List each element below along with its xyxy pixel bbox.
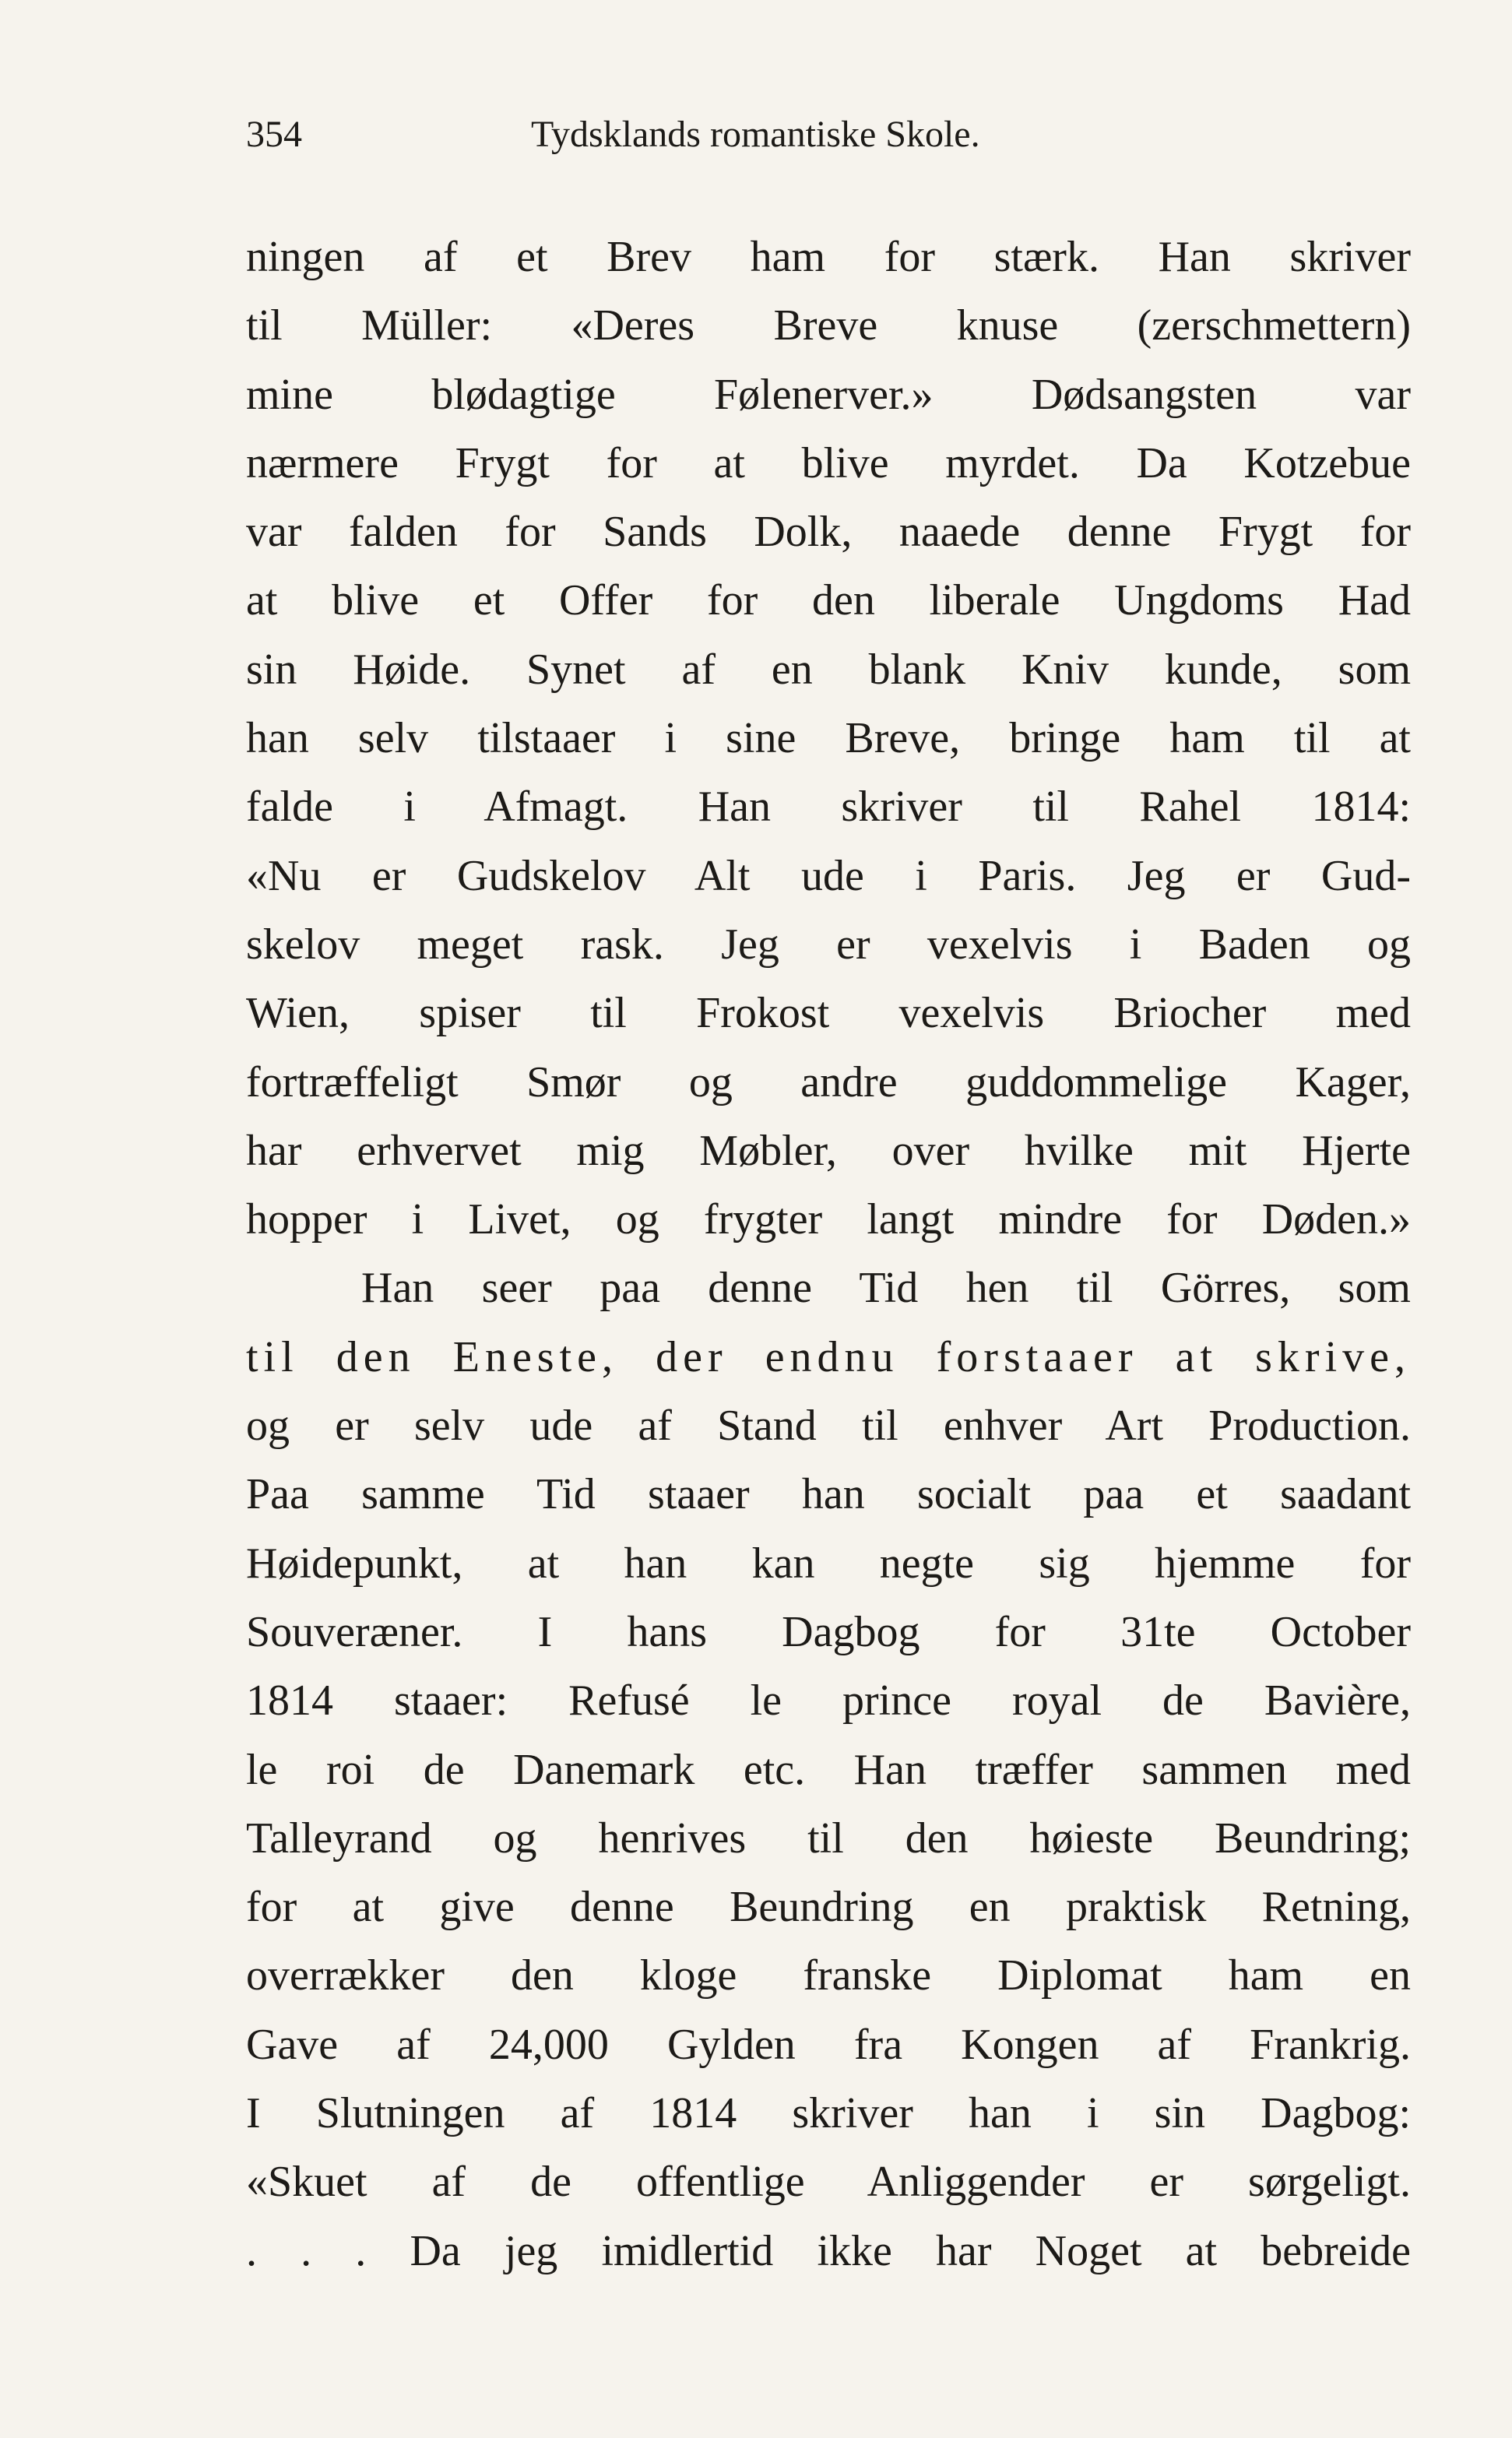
text-line: til Müller: «Deres Breve knuse (zerschmettern) (246, 301, 1411, 350)
text-line: falde i Afmagt. Han skriver til Rahel 1814: (246, 783, 1411, 832)
text-line: «Nu er Gudskelov Alt ude i Paris. Jeg er Gud- (246, 851, 1411, 900)
text-line: for at give denne Beundring en praktisk Retning, (246, 1883, 1411, 1932)
text-line: Paa samme Tid staaer han socialt paa et saadant (246, 1470, 1411, 1519)
page-number: 354 (246, 114, 302, 155)
text-line: og er selv ude af Stand til enhver Art Production. (246, 1402, 1411, 1451)
text-line: Gave af 24,000 Gylden fra Kongen af Frankrig. (246, 2020, 1411, 2069)
text-line: «Skuet af de offentlige Anliggender er sørgeligt. (246, 2158, 1411, 2207)
text-line: overrækker den kloge franske Diplomat ham en (246, 1951, 1411, 2000)
text-line: han selv tilstaaer i sine Breve, bringe ham til at (246, 714, 1411, 763)
text-line: har erhvervet mig Møbler, over hvilke mit Hjerte (246, 1126, 1411, 1175)
text-line: sin Høide. Synet af en blank Kniv kunde, som (246, 645, 1411, 694)
text-line: mine blødagtige Følenerver.» Dødsangsten var (246, 370, 1411, 419)
text-line: nærmere Frygt for at blive myrdet. Da Kotzebue (246, 438, 1411, 487)
text-line: at blive et Offer for den liberale Ungdoms Had (246, 576, 1411, 625)
text-line: skelov meget rask. Jeg er vexelvis i Baden og (246, 920, 1411, 969)
text-line: var falden for Sands Dolk, naaede denne Frygt for (246, 508, 1411, 557)
text-line: Talleyrand og henrives til den høieste Beundring; (246, 1814, 1411, 1863)
text-line: hopper i Livet, og frygter langt mindre for Døden.» (246, 1195, 1411, 1244)
text-line: ningen af et Brev ham for stærk. Han skriver (246, 233, 1411, 281)
text-line: til den Eneste, der endnu forstaaer at skrive, (246, 1332, 1411, 1381)
paragraph-start-line: Han seer paa denne Tid hen til Görres, som (361, 1264, 1411, 1313)
text-line: 1814 staaer: Refusé le prince royal de Bavière, (246, 1676, 1411, 1726)
running-title: Tydsklands romantiske Skole. (531, 114, 980, 155)
text-line: I Slutningen af 1814 skriver han i sin Dagbog: (246, 2089, 1411, 2138)
text-line: fortræffeligt Smør og andre guddommelige Kager, (246, 1057, 1411, 1106)
text-line: Wien, spiser til Frokost vexelvis Briocher med (246, 989, 1411, 1038)
text-line: Souveræner. I hans Dagbog for 31te October (246, 1607, 1411, 1656)
text-line: Høidepunkt, at han kan negte sig hjemme for (246, 1539, 1411, 1588)
body-text (246, 223, 1411, 2285)
text-line: . . . Da jeg imidlertid ikke har Noget at bebreide (246, 2226, 1411, 2275)
page-header (246, 107, 1411, 162)
text-line: le roi de Danemark etc. Han træffer sammen med (246, 1745, 1411, 1794)
